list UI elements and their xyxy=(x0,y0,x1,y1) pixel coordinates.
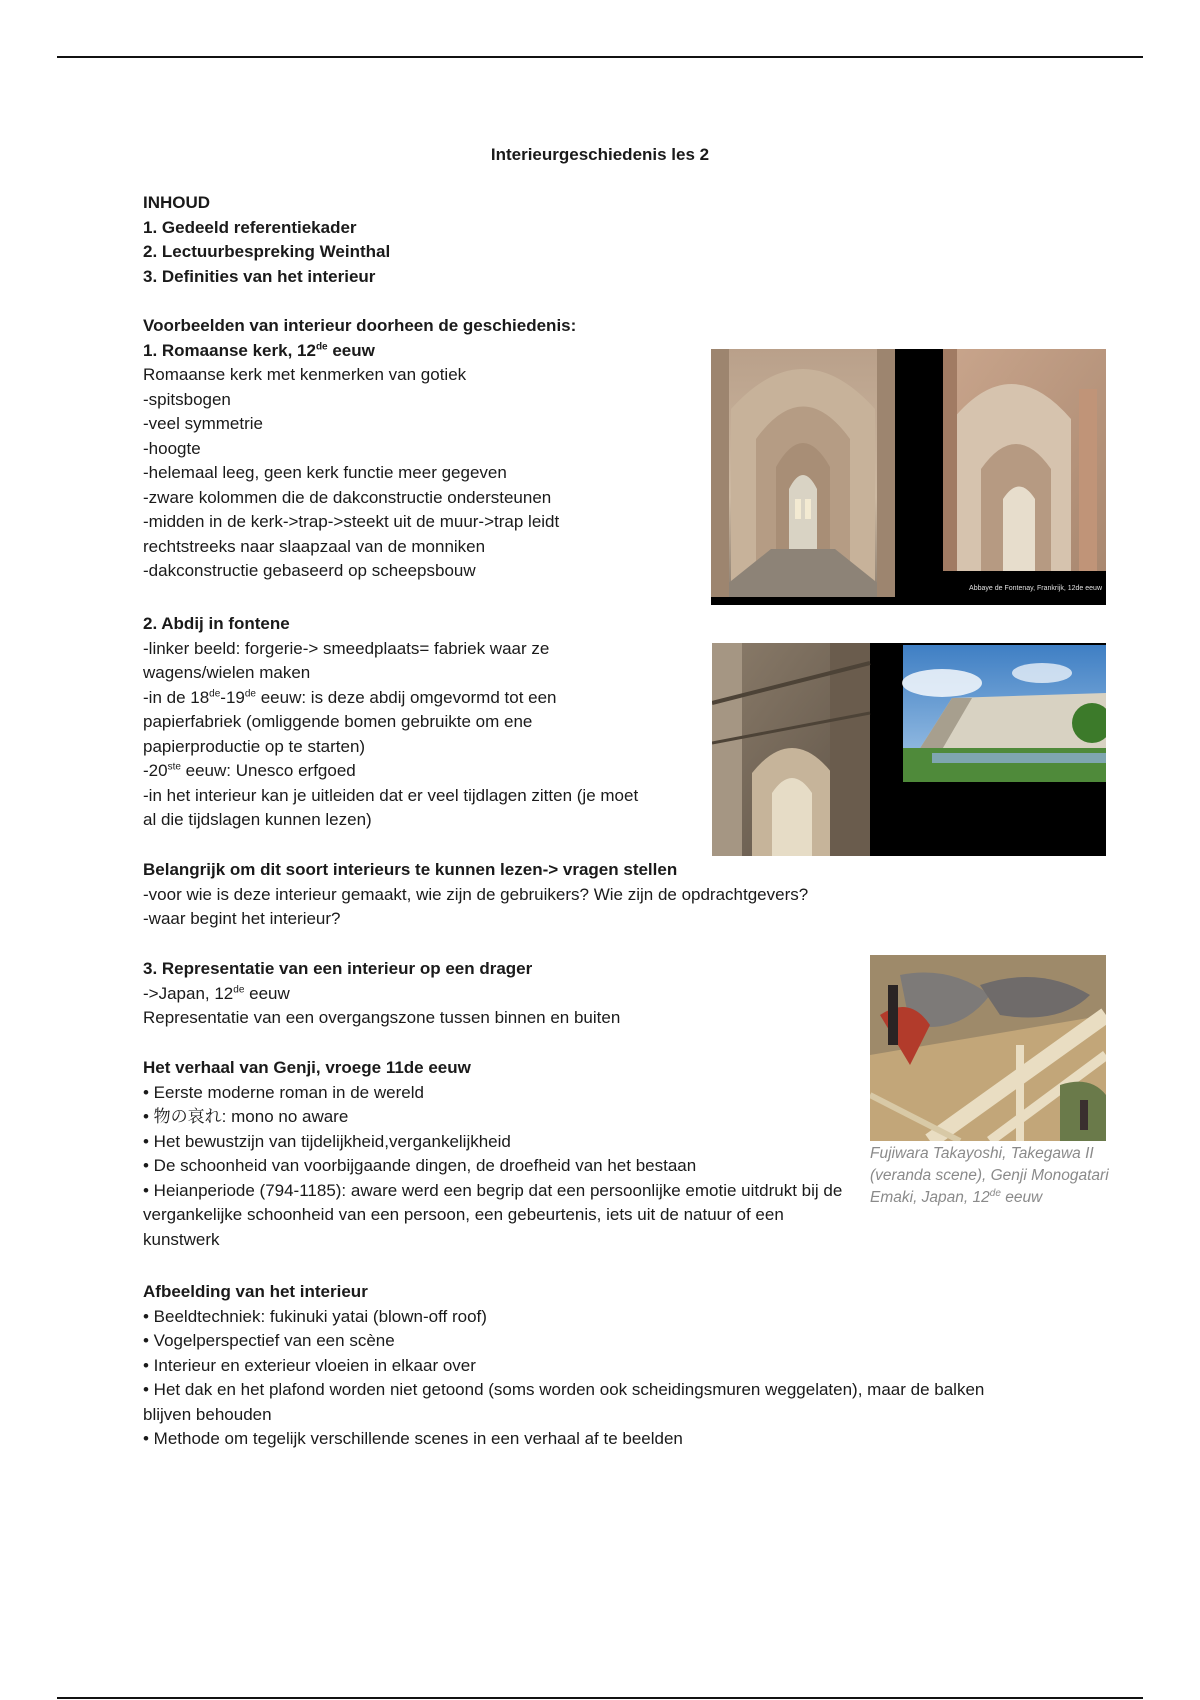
section1-line: -helemaal leeg, geen kerk functie meer gegeven xyxy=(143,463,507,482)
section1-line: rechtstreeks naar slaapzaal van de monniken xyxy=(143,536,486,556)
bottom-rule xyxy=(57,1697,1143,1699)
genji-image-caption: Fujiwara Takayoshi, Takegawa II (veranda scene), Genji Monogatari Emaki, Japan, 12de eeuw xyxy=(870,1145,1109,1206)
table-of-contents xyxy=(143,191,763,289)
section-genji xyxy=(143,1056,853,1252)
section2-line: -20ste eeuw: Unesco erfgoed xyxy=(143,761,356,780)
section1-line: Romaanse kerk met kenmerken van gotiek xyxy=(143,365,467,384)
section3-heading: 3. Representatie van een interieur op een drager xyxy=(143,959,533,978)
section1-line: -spitsbogen xyxy=(143,389,231,409)
section3-line: Representatie van een overgangszone tussen binnen en buiten xyxy=(143,1008,621,1027)
questions-heading: Belangrijk om dit soort interieurs te kunnen lezen-> vragen stellen xyxy=(143,860,678,879)
afbeelding-bullet: • Vogelperspectief van een scène xyxy=(143,1331,395,1350)
afbeelding-bullet: • Beeldtechniek: fukinuki yatai (blown-off roof) xyxy=(143,1306,487,1326)
reading-questions xyxy=(143,858,903,932)
afbeelding-bullet: • Interieur en exterieur vloeien in elkaar over xyxy=(143,1355,476,1375)
genji-bullet: • De schoonheid van voorbijgaande dingen, de droefheid van het bestaan xyxy=(143,1156,697,1175)
toc-item: 1. Gedeeld referentiekader xyxy=(143,217,357,237)
genji-scroll-image xyxy=(870,955,1106,1141)
section1-line: -hoogte xyxy=(143,438,201,458)
top-rule xyxy=(57,56,1143,58)
section2-line: papierfabriek (omliggende bomen gebruikte om ene xyxy=(143,712,533,731)
section1-line: -veel symmetrie xyxy=(143,414,263,433)
section2-line: -in het interieur kan je uitleiden dat er veel tijdlagen zitten (je moet xyxy=(143,785,639,805)
genji-heading: Het verhaal van Genji, vroege 11de eeuw xyxy=(143,1058,471,1077)
section2-line: -linker beeld: forgerie-> smeedplaats= fabriek waar ze xyxy=(143,638,550,658)
toc-item: 2. Lectuurbespreking Weinthal xyxy=(143,242,391,261)
afbeelding-heading: Afbeelding van het interieur xyxy=(143,1282,368,1301)
genji-veranda-painting xyxy=(870,955,1106,1141)
section1-line: -midden in de kerk->trap->steekt uit de muur->trap leidt xyxy=(143,512,560,531)
section1-line: -zware kolommen die de dakconstructie ondersteunen xyxy=(143,487,552,507)
genji-bullet: • Het bewustzijn van tijdelijkheid,vergankelijkheid xyxy=(143,1131,511,1151)
section2-line: papierproductie op te starten) xyxy=(143,736,366,756)
section3-line: ->Japan, 12de eeuw xyxy=(143,983,290,1003)
section2-line: wagens/wielen maken xyxy=(143,663,311,682)
section-abdij xyxy=(143,612,703,833)
fontenay-church-photos xyxy=(711,349,1106,605)
section2-heading: 2. Abdij in fontene xyxy=(143,614,290,633)
section-romaanse-kerk xyxy=(143,314,703,584)
page-title: Interieurgeschiedenis les 2 xyxy=(490,145,710,164)
church-nave-photos xyxy=(711,349,1106,605)
section2-line: al die tijdslagen kunnen lezen) xyxy=(143,810,372,829)
section-afbeelding xyxy=(143,1280,1023,1452)
afbeelding-bullet: • Het dak en het plafond worden niet getoond (soms worden ook scheidingsmuren weggelaten), maar de balken blijven behouden xyxy=(143,1380,985,1424)
toc-heading: INHOUD xyxy=(143,193,211,212)
genji-bullet: • Eerste moderne roman in de wereld xyxy=(143,1082,424,1102)
section1-heading: 1. Romaanse kerk, 12de eeuw xyxy=(143,340,375,360)
question-line: -waar begint het interieur? xyxy=(143,909,341,928)
genji-bullet: • 物の哀れ: mono no aware xyxy=(143,1107,349,1126)
section-representatie xyxy=(143,957,843,1031)
question-line: -voor wie is deze interieur gemaakt, wie zijn de gebruikers? Wie zijn de opdrachtgevers? xyxy=(143,884,809,904)
forge-and-abbey-photos xyxy=(712,643,1106,856)
fontenay-caption: Abbaye de Fontenay, Frankrijk, 12de eeuw xyxy=(969,584,1102,592)
abbey-photos xyxy=(712,643,1106,856)
examples-heading: Voorbeelden van interieur doorheen de geschiedenis: xyxy=(143,316,577,335)
genji-bullet: • Heianperiode (794-1185): aware werd een begrip dat een persoonlijke emotie uitdrukt bij de vergankelijke schoonheid van een persoon, een gebeurtenis, iets uit de natuur of een kunstwerk xyxy=(143,1180,843,1249)
toc-item: 3. Definities van het interieur xyxy=(143,266,376,286)
afbeelding-bullet: • Methode om tegelijk verschillende scenes in een verhaal af te beelden xyxy=(143,1429,683,1448)
section2-line: -in de 18de-19de eeuw: is deze abdij omgevormd tot een xyxy=(143,687,557,707)
section1-line: -dakconstructie gebaseerd op scheepsbouw xyxy=(143,561,476,580)
